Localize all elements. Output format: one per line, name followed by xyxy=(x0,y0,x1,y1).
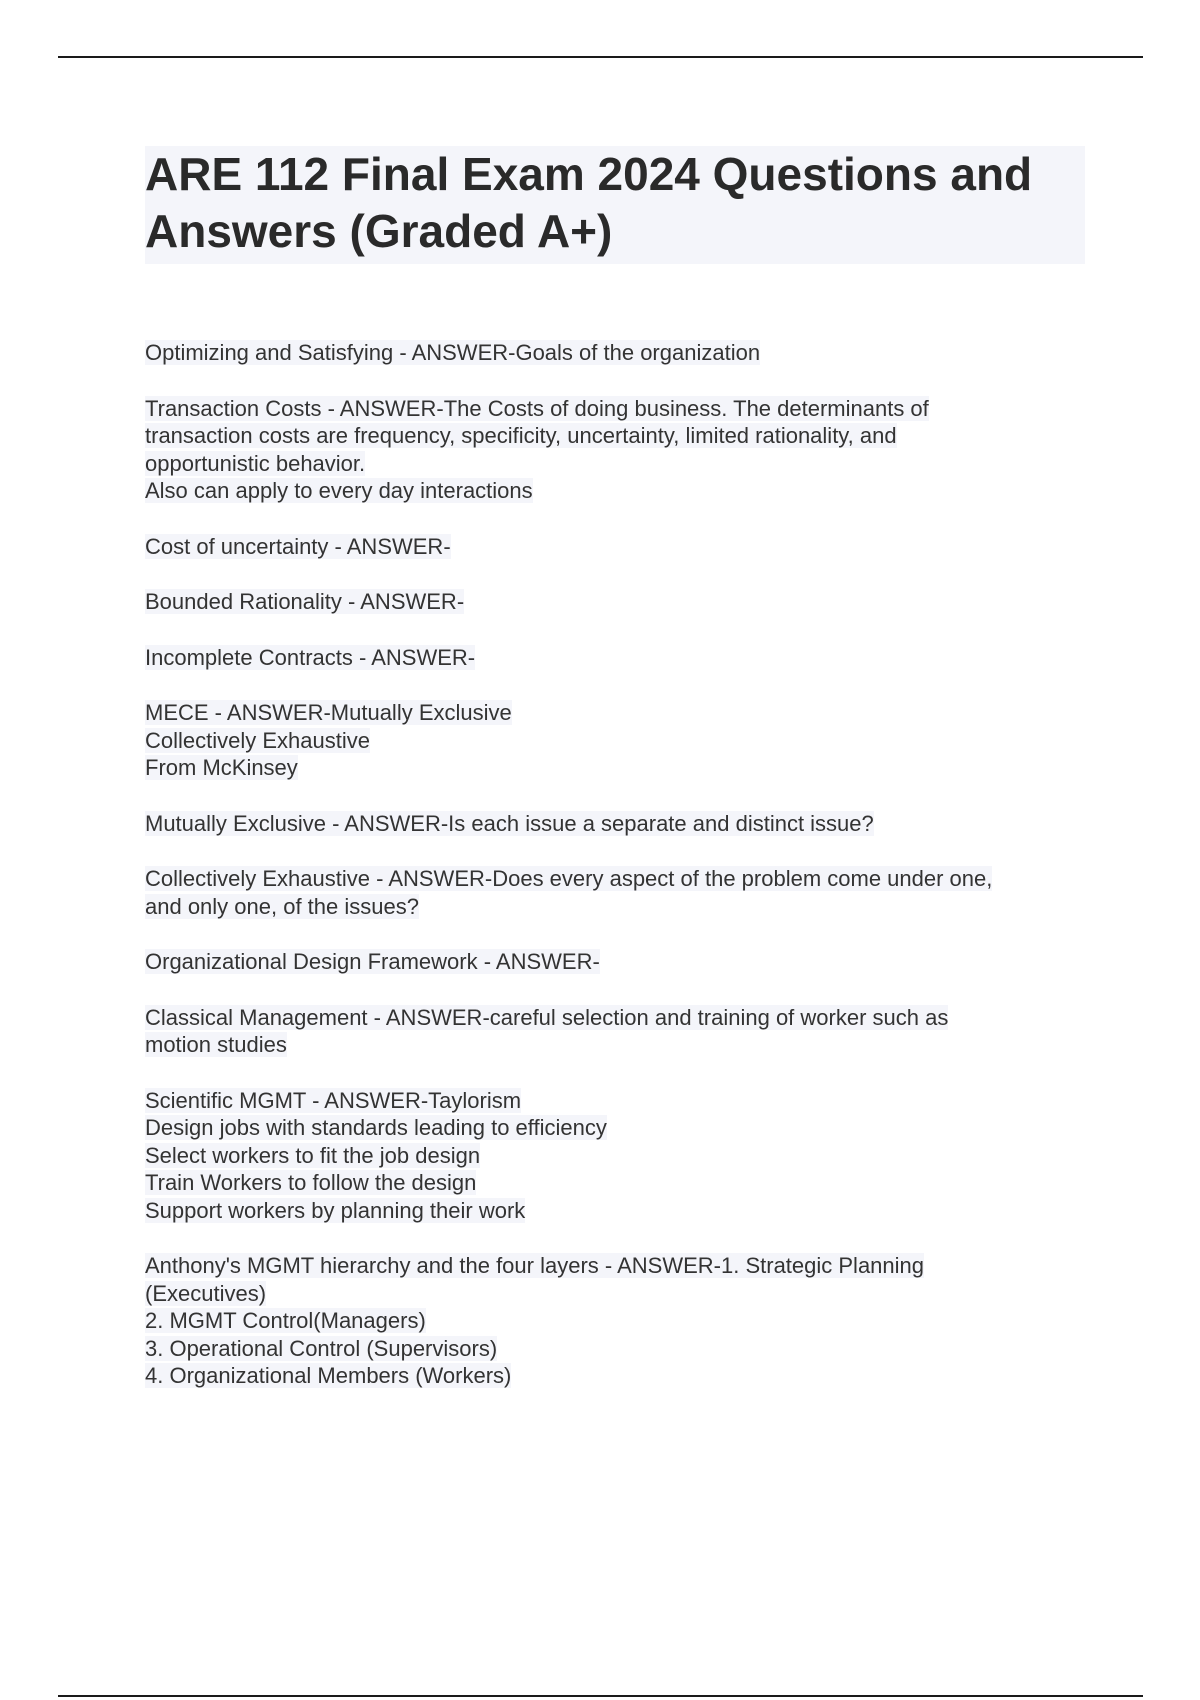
qa-item xyxy=(145,395,1090,505)
qa-line xyxy=(145,1307,1090,1335)
qa-text: Train Workers to follow the design xyxy=(145,1170,477,1195)
qa-text: Organizational Design Framework - ANSWER- xyxy=(145,949,600,974)
qa-text: Transaction Costs - ANSWER-The Costs of doing business. The determinants of xyxy=(145,395,929,421)
qa-text: Also can apply to every day interactions xyxy=(145,478,533,503)
qa-line xyxy=(145,1169,1090,1197)
qa-line xyxy=(145,477,1090,505)
qa-line xyxy=(145,699,1090,727)
qa-item xyxy=(145,699,1090,782)
qa-line xyxy=(145,1252,1090,1280)
qa-text: (Executives) xyxy=(145,1280,267,1306)
qa-line xyxy=(145,588,1090,616)
qa-line xyxy=(145,450,1090,478)
qa-line xyxy=(145,1004,1090,1032)
document-title xyxy=(145,146,1085,264)
qa-line xyxy=(145,533,1090,561)
qa-line xyxy=(145,1362,1090,1390)
qa-text: 3. Operational Control (Supervisors) xyxy=(145,1335,498,1361)
qa-text: Anthony's MGMT hierarchy and the four layers - ANSWER-1. Strategic Planning xyxy=(145,1253,925,1278)
qa-text: From McKinsey xyxy=(145,755,298,780)
qa-line xyxy=(145,727,1090,755)
title-line-1: ARE 112 Final Exam 2024 Questions and xyxy=(145,148,1033,200)
qa-line xyxy=(145,948,1090,976)
qa-text: Mutually Exclusive - ANSWER-Is each issue a separate and distinct issue? xyxy=(145,810,874,836)
qa-line xyxy=(145,339,1090,367)
qa-line xyxy=(145,1142,1090,1170)
qa-text: Bounded Rationality - ANSWER- xyxy=(145,589,465,614)
qa-text: 4. Organizational Members (Workers) xyxy=(145,1363,512,1388)
qa-line xyxy=(145,1087,1090,1115)
qa-line xyxy=(145,893,1090,921)
qa-line xyxy=(145,1335,1090,1363)
qa-line xyxy=(145,1114,1090,1142)
qa-text: 2. MGMT Control(Managers) xyxy=(145,1308,426,1333)
page-title xyxy=(145,146,1085,260)
bottom-rule xyxy=(58,1695,1143,1697)
qa-line xyxy=(145,395,1090,423)
qa-line xyxy=(145,865,1090,893)
qa-text: Classical Management - ANSWER-careful selection and training of worker such as xyxy=(145,1004,949,1030)
qa-item xyxy=(145,533,1090,561)
qa-text: Cost of uncertainty - ANSWER- xyxy=(145,533,451,559)
qa-item xyxy=(145,588,1090,616)
qa-text: Collectively Exhaustive xyxy=(145,727,370,753)
qa-line xyxy=(145,1280,1090,1308)
qa-list xyxy=(145,339,1090,1418)
qa-text: Collectively Exhaustive - ANSWER-Does every aspect of the problem come under one, xyxy=(145,866,993,891)
qa-text: Incomplete Contracts - ANSWER- xyxy=(145,644,476,670)
title-line-2: Answers (Graded A+) xyxy=(145,205,613,257)
qa-text: transaction costs are frequency, specificity, uncertainty, limited rationality, and xyxy=(145,423,897,448)
qa-text: motion studies xyxy=(145,1032,287,1057)
top-rule xyxy=(58,56,1143,58)
qa-line xyxy=(145,644,1090,672)
qa-text: Select workers to fit the job design xyxy=(145,1142,481,1168)
qa-item xyxy=(145,339,1090,367)
qa-item xyxy=(145,644,1090,672)
qa-text: Optimizing and Satisfying - ANSWER-Goals of the organization xyxy=(145,340,761,365)
qa-item xyxy=(145,948,1090,976)
qa-text: MECE - ANSWER-Mutually Exclusive xyxy=(145,700,512,725)
qa-line xyxy=(145,754,1090,782)
qa-item xyxy=(145,1087,1090,1225)
qa-item xyxy=(145,1004,1090,1059)
qa-line xyxy=(145,422,1090,450)
qa-text: Design jobs with standards leading to efficiency xyxy=(145,1115,607,1140)
qa-text: opportunistic behavior. xyxy=(145,450,366,476)
qa-text: Scientific MGMT - ANSWER-Taylorism xyxy=(145,1087,522,1113)
qa-line xyxy=(145,1197,1090,1225)
qa-text: and only one, of the issues? xyxy=(145,893,419,919)
qa-item xyxy=(145,1252,1090,1390)
qa-item xyxy=(145,865,1090,920)
qa-line xyxy=(145,1031,1090,1059)
qa-item xyxy=(145,810,1090,838)
qa-line xyxy=(145,810,1090,838)
qa-text: Support workers by planning their work xyxy=(145,1197,526,1223)
